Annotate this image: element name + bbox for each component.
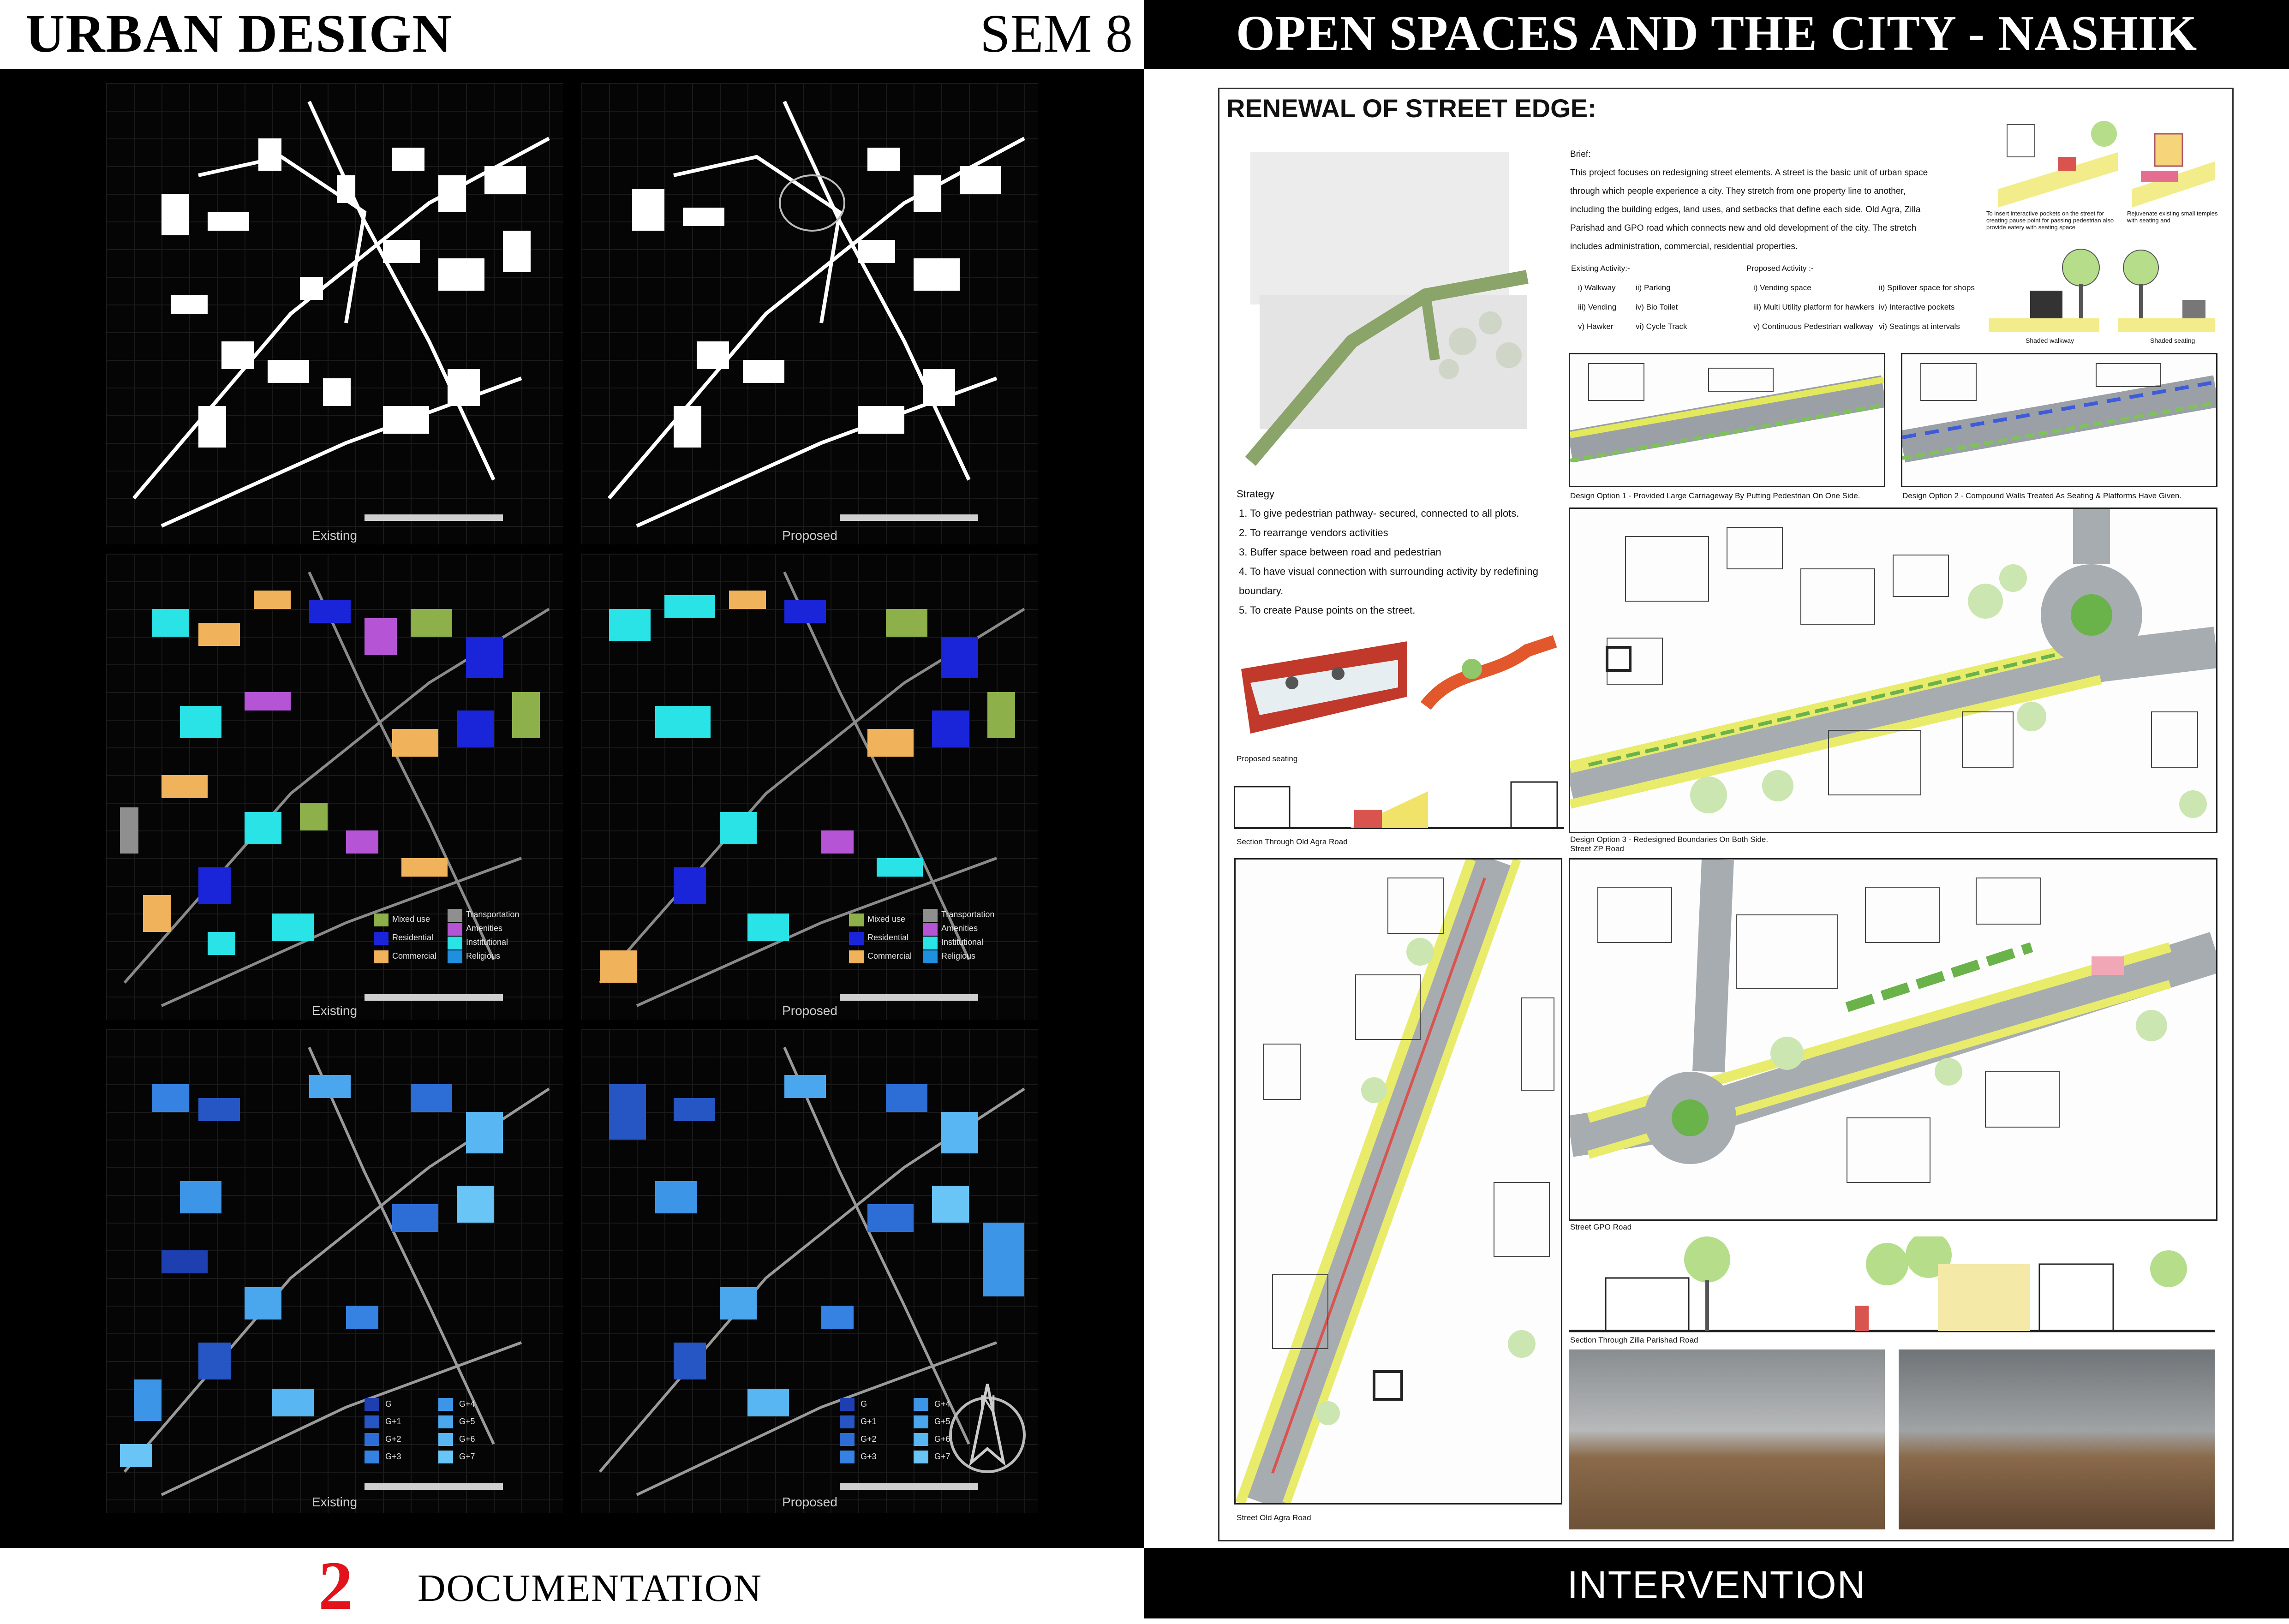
legend-label: G+5 xyxy=(934,1417,950,1426)
legend-label: G+4 xyxy=(934,1399,950,1409)
proposed-activity-item: v) Continuous Pedestrian walkway xyxy=(1753,322,1873,331)
section-label-intervention: INTERVENTION xyxy=(1567,1563,1866,1606)
existing-activity-item: iv) Bio Toilet xyxy=(1636,303,1678,311)
scale-bar xyxy=(365,514,503,521)
scale-bar xyxy=(840,994,978,1001)
project-title: OPEN SPACES AND THE CITY - NASHIK xyxy=(1236,6,2198,61)
strategy-item: 1. To give pedestrian pathway- secured, connected to all plots. xyxy=(1239,508,1519,519)
pocket-sketch-drawing xyxy=(1989,115,2127,208)
legend-label: Residential xyxy=(867,933,909,942)
strategy-item: 3. Buffer space between road and pedestrian xyxy=(1239,546,1441,558)
section-caption: Section Through Zilla Parishad Road xyxy=(1570,1336,1698,1344)
gpo-road-plan xyxy=(1569,858,2217,1221)
shaded-walkway-drawing xyxy=(1984,240,2104,337)
street-caption: Street ZP Road xyxy=(1570,844,1624,853)
map-landuse-existing xyxy=(106,554,563,1020)
old-agra-road-plan xyxy=(1234,858,1562,1505)
legend-label: G+2 xyxy=(385,1434,401,1444)
map-caption: Proposed xyxy=(782,1495,837,1509)
street-render-1 xyxy=(1569,1349,1885,1529)
temple-sketch xyxy=(2127,115,2219,208)
figure-ground-existing-drawing xyxy=(106,83,563,544)
street-caption: Street Old Agra Road xyxy=(1237,1513,1311,1522)
scale-bar xyxy=(365,994,503,1001)
legend-label: Mixed use xyxy=(392,914,430,924)
street-render-2 xyxy=(1899,1349,2215,1529)
proposed-seating-drawing xyxy=(1232,614,1569,747)
existing-activity-item: v) Hawker xyxy=(1578,322,1614,331)
design-option-caption: Design Option 2 - Compound Walls Treated As Seating & Platforms Have Given. xyxy=(1902,491,2182,500)
map-heights-existing xyxy=(106,1029,563,1513)
legend-label: G+7 xyxy=(459,1452,475,1461)
strategy-item: boundary. xyxy=(1239,585,1284,597)
temple-sketch-drawing xyxy=(2127,115,2219,208)
brief-line: including the building edges, land uses, and setbacks that define each side. Old Agra, Zilla xyxy=(1570,205,1921,215)
scale-bar xyxy=(365,1483,503,1490)
landuse-existing-drawing xyxy=(106,554,563,1020)
sheet-number: 2 xyxy=(318,1547,353,1624)
design-option-caption: Design Option 3 - Redesigned Boundaries On Both Side. xyxy=(1570,835,1769,844)
legend-label: Commercial xyxy=(867,951,912,961)
left-header xyxy=(0,0,1144,69)
section-old-agra-drawing xyxy=(1234,773,1564,835)
design-option-2-plan xyxy=(1901,353,2217,487)
shaded-seating-sketch xyxy=(2113,240,2219,337)
map-caption: Proposed xyxy=(782,528,837,543)
legend-label: G+6 xyxy=(459,1434,475,1444)
proposed-seating-caption: Proposed seating xyxy=(1237,754,1298,763)
section-old-agra-svg xyxy=(1234,773,1564,835)
shaded-walkway-sketch xyxy=(1984,240,2104,337)
intervention-title: RENEWAL OF STREET EDGE: xyxy=(1226,94,1596,123)
scale-bar xyxy=(840,1483,978,1490)
legend-label: G xyxy=(861,1399,867,1409)
shaded-seating-drawing xyxy=(2113,240,2219,337)
strategy-item: 5. To create Pause points on the street. xyxy=(1239,604,1416,616)
brief-line: Parishad and GPO road which connects new and old development of the city. The stretch xyxy=(1570,223,1917,233)
proposed-activity-item: iii) Multi Utility platform for hawkers xyxy=(1753,303,1875,311)
brief-heading: Brief: xyxy=(1570,149,1591,159)
proposed-activity-item: ii) Spillover space for shops xyxy=(1879,283,1975,292)
section-zp-svg xyxy=(1569,1236,2215,1336)
right-header xyxy=(1144,0,2289,69)
proposed-activity-item: iv) Interactive pockets xyxy=(1879,303,1955,311)
map-landuse-proposed xyxy=(581,554,1038,1020)
legend-label: G xyxy=(385,1399,392,1409)
legend-label: Institutional xyxy=(466,937,508,947)
map-caption: Proposed xyxy=(782,1003,837,1018)
gpo-road-drawing xyxy=(1570,860,2216,1219)
right-footer xyxy=(1144,1548,2289,1618)
left-footer xyxy=(0,1547,1144,1624)
existing-activity-heading: Existing Activity:- xyxy=(1571,264,1630,273)
sketch-caption: Shaded seating xyxy=(2150,337,2195,344)
existing-activity-item: ii) Parking xyxy=(1636,283,1671,292)
site-key-plan xyxy=(1232,148,1541,471)
sketch-caption: Shaded walkway xyxy=(2026,337,2074,344)
legend-label: Transportation xyxy=(941,910,995,919)
proposed-seating-sketch xyxy=(1232,614,1569,747)
section-label-documentation: DOCUMENTATION xyxy=(418,1567,763,1610)
legend-label: G+4 xyxy=(459,1399,475,1409)
height-legend xyxy=(840,1398,928,1463)
semester-label: SEM 8 xyxy=(980,3,1133,64)
legend-label: G+7 xyxy=(934,1452,950,1461)
brief-line: This project focuses on redesigning street elements. A street is the basic unit of urban space xyxy=(1570,168,1928,178)
height-legend xyxy=(365,1398,453,1463)
option-2-drawing xyxy=(1902,354,2216,486)
existing-activity-item: vi) Cycle Track xyxy=(1636,322,1687,331)
design-option-caption: Design Option 1 - Provided Large Carriageway By Putting Pedestrian On One Side. xyxy=(1570,491,1860,500)
legend-label: G+1 xyxy=(861,1417,877,1426)
proposed-activity-item: i) Vending space xyxy=(1753,283,1811,292)
street-caption: Street GPO Road xyxy=(1570,1223,1632,1231)
documentation-panel xyxy=(0,69,1144,1548)
scale-bar xyxy=(840,514,978,521)
design-option-1-plan xyxy=(1569,353,1885,487)
legend-label: G+5 xyxy=(459,1417,475,1426)
figure-ground-proposed-drawing xyxy=(581,83,1038,544)
heights-existing-drawing xyxy=(106,1029,563,1513)
old-agra-drawing xyxy=(1236,860,1561,1503)
brief-line: includes administration, commercial, residential properties. xyxy=(1570,242,1798,251)
design-option-3-plan xyxy=(1569,508,2217,833)
map-figure-ground-existing xyxy=(106,83,563,544)
landuse-proposed-drawing xyxy=(581,554,1038,1020)
legend-label: G+3 xyxy=(861,1452,877,1461)
option-3-drawing xyxy=(1570,509,2216,832)
strategy-item: 4. To have visual connection with surrounding activity by redefining xyxy=(1239,566,1538,577)
interactive-pocket-sketch xyxy=(1989,115,2127,208)
legend-label: G+1 xyxy=(385,1417,401,1426)
brief-line: through which people experience a city. They stretch from one property line to another, xyxy=(1570,186,1906,196)
legend-label: Transportation xyxy=(466,910,520,919)
map-heights-proposed xyxy=(581,1029,1038,1513)
strategy-item: 2. To rearrange vendors activities xyxy=(1239,527,1388,538)
legend-label: Amenities xyxy=(466,924,503,933)
map-caption: Existing xyxy=(311,1495,358,1509)
option-1-drawing xyxy=(1570,354,1884,486)
existing-activity-item: i) Walkway xyxy=(1578,283,1616,292)
existing-activity-item: iii) Vending xyxy=(1578,303,1617,311)
legend-label: Religious xyxy=(941,951,976,961)
legend-label: Residential xyxy=(392,933,434,942)
map-caption: Existing xyxy=(311,1003,358,1018)
legend-label: G+2 xyxy=(861,1434,877,1444)
sketch-caption: To insert interactive pockets on the street for creating pause point for passing pedestrian also provide eatery with seating space xyxy=(1986,210,2114,231)
sketch-caption: Rejuvenate existing small temples with seating and xyxy=(2127,210,2218,224)
legend-label: G+3 xyxy=(385,1452,401,1461)
strategy-heading: Strategy xyxy=(1237,488,1274,500)
heights-proposed-drawing xyxy=(581,1029,1038,1513)
legend-label: Religious xyxy=(466,951,501,961)
proposed-activity-item: vi) Seatings at intervals xyxy=(1879,322,1960,331)
legend-label: Mixed use xyxy=(867,914,906,924)
legend-label: Amenities xyxy=(941,924,978,933)
legend-label: Institutional xyxy=(941,937,984,947)
section-zp-drawing xyxy=(1569,1236,2215,1336)
key-plan-drawing xyxy=(1232,148,1541,471)
proposed-activity-heading: Proposed Activity :- xyxy=(1746,264,1814,273)
legend-label: G+6 xyxy=(934,1434,950,1444)
map-figure-ground-proposed xyxy=(581,83,1038,544)
svg-text:N: N xyxy=(979,1391,997,1417)
sheet-title: URBAN DESIGN xyxy=(25,3,453,64)
legend-label: Commercial xyxy=(392,951,437,961)
map-caption: Existing xyxy=(311,528,358,543)
section-caption: Section Through Old Agra Road xyxy=(1237,837,1348,846)
